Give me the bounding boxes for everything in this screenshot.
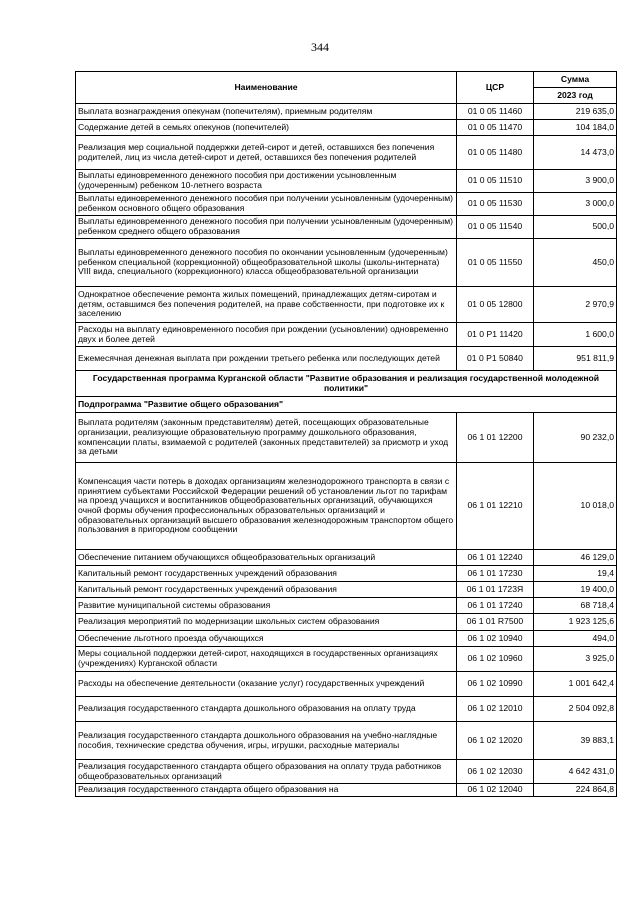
row-name-cell: Капитальный ремонт государственных учреждений образования (76, 582, 457, 598)
row-sum-cell: 4 642 431,0 (534, 760, 617, 784)
table-row (76, 287, 617, 323)
row-name-cell: Реализация мероприятий по модернизации школьных систем образования (76, 614, 457, 631)
row-csr-cell: 06 1 01 17240 (457, 598, 534, 614)
row-name-cell: Содержание детей в семьях опекунов (попечителей) (76, 120, 457, 136)
table-row (76, 550, 617, 566)
table-row (76, 193, 617, 216)
row-csr-cell: 01 0 05 11460 (457, 104, 534, 120)
table-body (76, 104, 617, 797)
row-csr-cell: 01 0 P1 11420 (457, 323, 534, 347)
table-row (76, 323, 617, 347)
row-csr-cell: 06 1 01 12210 (457, 463, 534, 550)
row-sum-cell: 494,0 (534, 631, 617, 647)
row-name-cell: Обеспечение льготного проезда обучающихся (76, 631, 457, 647)
program-title: Государственная программа Курганской области "Развитие образования и реализация государственной молодежной политики" (76, 371, 617, 397)
row-name-cell: Обеспечение питанием обучающихся общеобразовательных организаций (76, 550, 457, 566)
row-sum-cell: 14 473,0 (534, 136, 617, 170)
table-row (76, 672, 617, 697)
row-sum-cell: 450,0 (534, 239, 617, 287)
table-row (76, 598, 617, 614)
table-row (76, 722, 617, 760)
table-row (76, 104, 617, 120)
row-csr-cell: 01 0 05 11470 (457, 120, 534, 136)
row-sum-cell: 1 923 125,6 (534, 614, 617, 631)
row-csr-cell: 06 1 02 10940 (457, 631, 534, 647)
row-csr-cell: 06 1 01 12240 (457, 550, 534, 566)
row-sum-cell: 104 184,0 (534, 120, 617, 136)
row-name-cell: Меры социальной поддержки детей-сирот, находящихся в государственных организациях (учреждениях) Курганской области (76, 647, 457, 672)
row-name-cell: Выплаты единовременного денежного пособия по окончании усыновленным (удочеренным) ребенком специальной (коррекционной) общеобразовательной школы (школы-интерната) VIII вида, специального (коррекционного) класса общеобразовательной организации (76, 239, 457, 287)
table-row (76, 120, 617, 136)
table-row (76, 784, 617, 797)
row-name-cell: Компенсация части потерь в доходах организациям железнодорожного транспорта в связи с принятием субъектами Российской Федерации решений об установлении льгот по тарифам на проезд учащихся и воспитанников общеобразовательных организаций, обучающихся очной формы обучения профессиональных образовательных организаций и образовательных организаций высшего образования железнодорожным транспортом общего пользования в пригородном сообщении (76, 463, 457, 550)
row-csr-cell: 01 0 05 11550 (457, 239, 534, 287)
table-row (76, 760, 617, 784)
table-row (76, 697, 617, 722)
row-csr-cell: 06 1 02 12020 (457, 722, 534, 760)
table-row (76, 413, 617, 463)
table-row (76, 170, 617, 193)
row-name-cell: Реализация государственного стандарта общего образования на оплату труда работников общеобразовательных организаций (76, 760, 457, 784)
row-csr-cell: 01 0 05 11480 (457, 136, 534, 170)
row-sum-cell: 3 000,0 (534, 193, 617, 216)
row-csr-cell: 01 0 05 11540 (457, 216, 534, 239)
row-name-cell: Реализация государственного стандарта дошкольного образования на учебно-наглядные пособия, технические средства обучения, игры, игрушки, расходные материалы (76, 722, 457, 760)
header-sum: Сумма (534, 72, 617, 88)
program-header-row (76, 371, 617, 397)
row-sum-cell: 90 232,0 (534, 413, 617, 463)
table-row (76, 582, 617, 598)
header-name: Наименование (76, 72, 457, 104)
row-sum-cell: 39 883,1 (534, 722, 617, 760)
row-sum-cell: 46 129,0 (534, 550, 617, 566)
row-name-cell: Выплата вознаграждения опекунам (попечителям), приемным родителям (76, 104, 457, 120)
table-row (76, 647, 617, 672)
row-name-cell: Расходы на обеспечение деятельности (оказание услуг) государственных учреждений (76, 672, 457, 697)
table-row (76, 216, 617, 239)
row-sum-cell: 500,0 (534, 216, 617, 239)
table-row (76, 614, 617, 631)
budget-table (75, 71, 617, 797)
row-csr-cell: 01 0 P1 50840 (457, 347, 534, 371)
header-csr: ЦСР (457, 72, 534, 104)
row-sum-cell: 19,4 (534, 566, 617, 582)
table-row (76, 463, 617, 550)
row-csr-cell: 06 1 01 R7500 (457, 614, 534, 631)
row-sum-cell: 68 718,4 (534, 598, 617, 614)
row-csr-cell: 06 1 01 1723Я (457, 582, 534, 598)
row-name-cell: Выплата родителям (законным представителям) детей, посещающих образовательные организации, реализующие образовательную программу дошкольного образования, компенсации платы, взимаемой с родителей (законных представителей) за присмотр и уход за детьми (76, 413, 457, 463)
row-name-cell: Выплаты единовременного денежного пособия при получении усыновленным (удочеренным) ребенком среднего общего образования (76, 216, 457, 239)
row-name-cell: Капитальный ремонт государственных учреждений образования (76, 566, 457, 582)
row-name-cell: Реализация государственного стандарта дошкольного образования на оплату труда (76, 697, 457, 722)
row-name-cell: Реализация государственного стандарта общего образования на (76, 784, 457, 797)
row-csr-cell: 06 1 01 12200 (457, 413, 534, 463)
row-sum-cell: 2 504 092,8 (534, 697, 617, 722)
row-name-cell: Развитие муниципальной системы образования (76, 598, 457, 614)
row-csr-cell: 01 0 05 12800 (457, 287, 534, 323)
row-csr-cell: 06 1 02 12040 (457, 784, 534, 797)
row-sum-cell: 1 600,0 (534, 323, 617, 347)
table-row (76, 239, 617, 287)
header-year: 2023 год (534, 88, 617, 104)
table-row (76, 631, 617, 647)
row-csr-cell: 06 1 02 10990 (457, 672, 534, 697)
row-csr-cell: 06 1 02 12030 (457, 760, 534, 784)
row-sum-cell: 10 018,0 (534, 463, 617, 550)
row-sum-cell: 3 900,0 (534, 170, 617, 193)
row-name-cell: Выплаты единовременного денежного пособия при получении усыновленным (удочеренным) ребенком основного общего образования (76, 193, 457, 216)
row-csr-cell: 06 1 02 10960 (457, 647, 534, 672)
row-sum-cell: 1 001 642,4 (534, 672, 617, 697)
row-sum-cell: 19 400,0 (534, 582, 617, 598)
row-name-cell: Расходы на выплату единовременного пособия при рождении (усыновлении) одновременно двух и более детей (76, 323, 457, 347)
page-number: 344 (311, 40, 329, 54)
row-sum-cell: 951 811,9 (534, 347, 617, 371)
row-name-cell: Реализация мер социальной поддержки детей-сирот и детей, оставшихся без попечения родителей, лиц из числа детей-сирот и детей, оставшихся без попечения родителей (76, 136, 457, 170)
row-csr-cell: 06 1 02 12010 (457, 697, 534, 722)
subprogram-title: Подпрограмма "Развитие общего образования" (76, 397, 617, 413)
row-name-cell: Выплаты единовременного денежного пособия при достижении усыновленным (удочеренным) ребенком 10-летнего возраста (76, 170, 457, 193)
row-sum-cell: 3 925,0 (534, 647, 617, 672)
table-row (76, 136, 617, 170)
row-name-cell: Ежемесячная денежная выплата при рождении третьего ребенка или последующих детей (76, 347, 457, 371)
table-row (76, 566, 617, 582)
row-name-cell: Однократное обеспечение ремонта жилых помещений, принадлежащих детям-сиротам и детям, оставшимся без попечения родителей, на праве собственности, при подготовке их к заселению (76, 287, 457, 323)
row-sum-cell: 224 864,8 (534, 784, 617, 797)
row-csr-cell: 06 1 01 17230 (457, 566, 534, 582)
row-sum-cell: 219 635,0 (534, 104, 617, 120)
table-row (76, 347, 617, 371)
row-csr-cell: 01 0 05 11530 (457, 193, 534, 216)
row-csr-cell: 01 0 05 11510 (457, 170, 534, 193)
row-sum-cell: 2 970,9 (534, 287, 617, 323)
subprogram-header-row (76, 397, 617, 413)
